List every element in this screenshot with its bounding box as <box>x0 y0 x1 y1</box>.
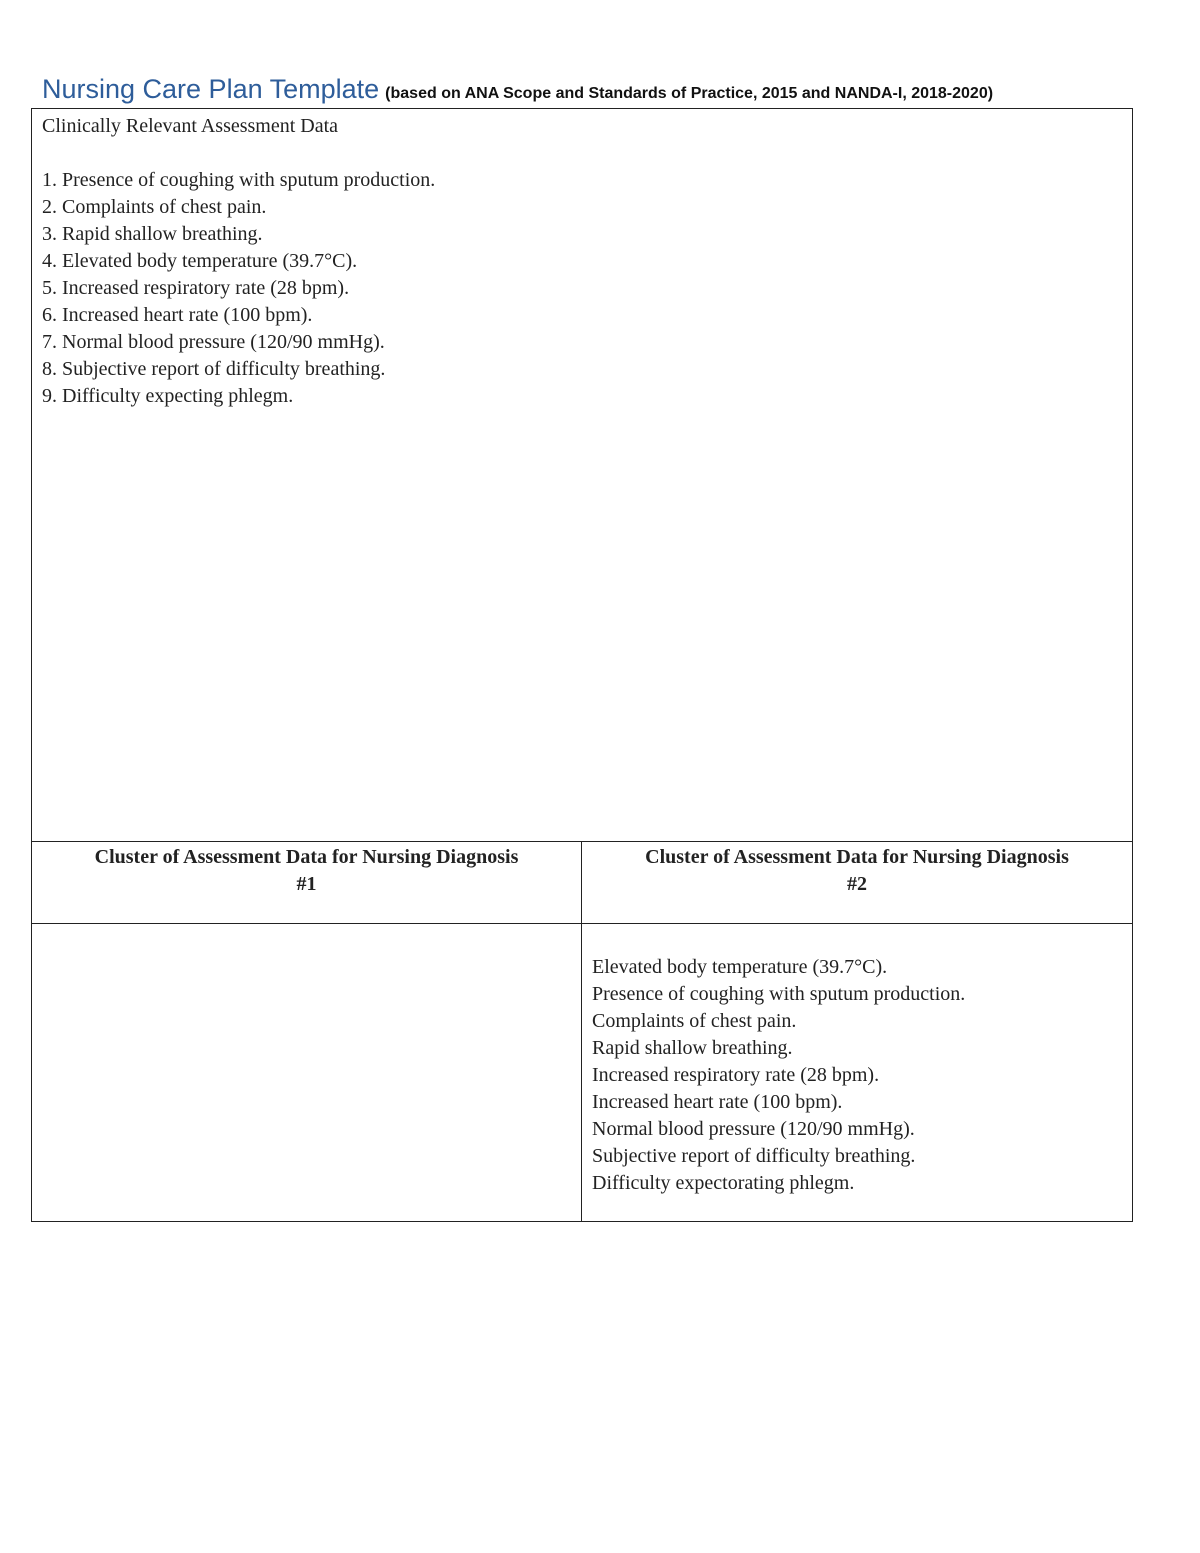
title-main: Nursing Care Plan Template <box>42 74 380 104</box>
list-item: 6. Increased heart rate (100 bpm). <box>42 304 313 326</box>
cluster-1-heading <box>32 842 582 924</box>
list-item: Subjective report of difficulty breathing. <box>592 1145 916 1167</box>
cluster-2-list <box>592 954 1122 1197</box>
assessment-data-cell <box>32 109 1132 842</box>
list-item: Difficulty expectorating phlegm. <box>592 1172 855 1194</box>
assessment-list <box>42 167 1122 410</box>
document-title <box>42 74 993 105</box>
list-item: 3. Rapid shallow breathing. <box>42 223 263 245</box>
list-item: 1. Presence of coughing with sputum production. <box>42 169 436 191</box>
list-item: 2. Complaints of chest pain. <box>42 196 267 218</box>
cluster-2-data-cell <box>582 924 1132 1221</box>
list-item: 4. Elevated body temperature (39.7°C). <box>42 250 358 272</box>
list-item: 5. Increased respiratory rate (28 bpm). <box>42 277 350 299</box>
list-item: 9. Difficulty expecting phlegm. <box>42 385 294 407</box>
list-item: Complaints of chest pain. <box>592 1010 797 1032</box>
cluster-header-row <box>32 842 1132 924</box>
list-item: 8. Subjective report of difficulty breathing. <box>42 358 386 380</box>
care-plan-table <box>31 108 1133 1222</box>
cluster-1-heading-text: Cluster of Assessment Data for Nursing Diagnosis <box>94 846 519 868</box>
list-item: Elevated body temperature (39.7°C). <box>592 956 888 978</box>
list-item: Presence of coughing with sputum production. <box>592 983 966 1005</box>
list-item: Increased heart rate (100 bpm). <box>592 1091 843 1113</box>
title-subtitle: (based on ANA Scope and Standards of Practice, 2015 and NANDA-I, 2018-2020) <box>385 85 994 102</box>
list-item: Increased respiratory rate (28 bpm). <box>592 1064 880 1086</box>
cluster-2-heading <box>582 842 1132 924</box>
cluster-1-heading-number: #1 <box>296 873 317 895</box>
cluster-2-heading-number: #2 <box>847 873 867 895</box>
cluster-data-row <box>32 924 1132 1221</box>
list-item: Rapid shallow breathing. <box>592 1037 793 1059</box>
list-item: 7. Normal blood pressure (120/90 mmHg). <box>42 331 385 353</box>
cluster-2-heading-text: Cluster of Assessment Data for Nursing Diagnosis <box>645 846 1069 868</box>
cluster-1-data-cell <box>32 924 582 1221</box>
list-item: Normal blood pressure (120/90 mmHg). <box>592 1118 915 1140</box>
assessment-heading: Clinically Relevant Assessment Data <box>42 115 339 137</box>
